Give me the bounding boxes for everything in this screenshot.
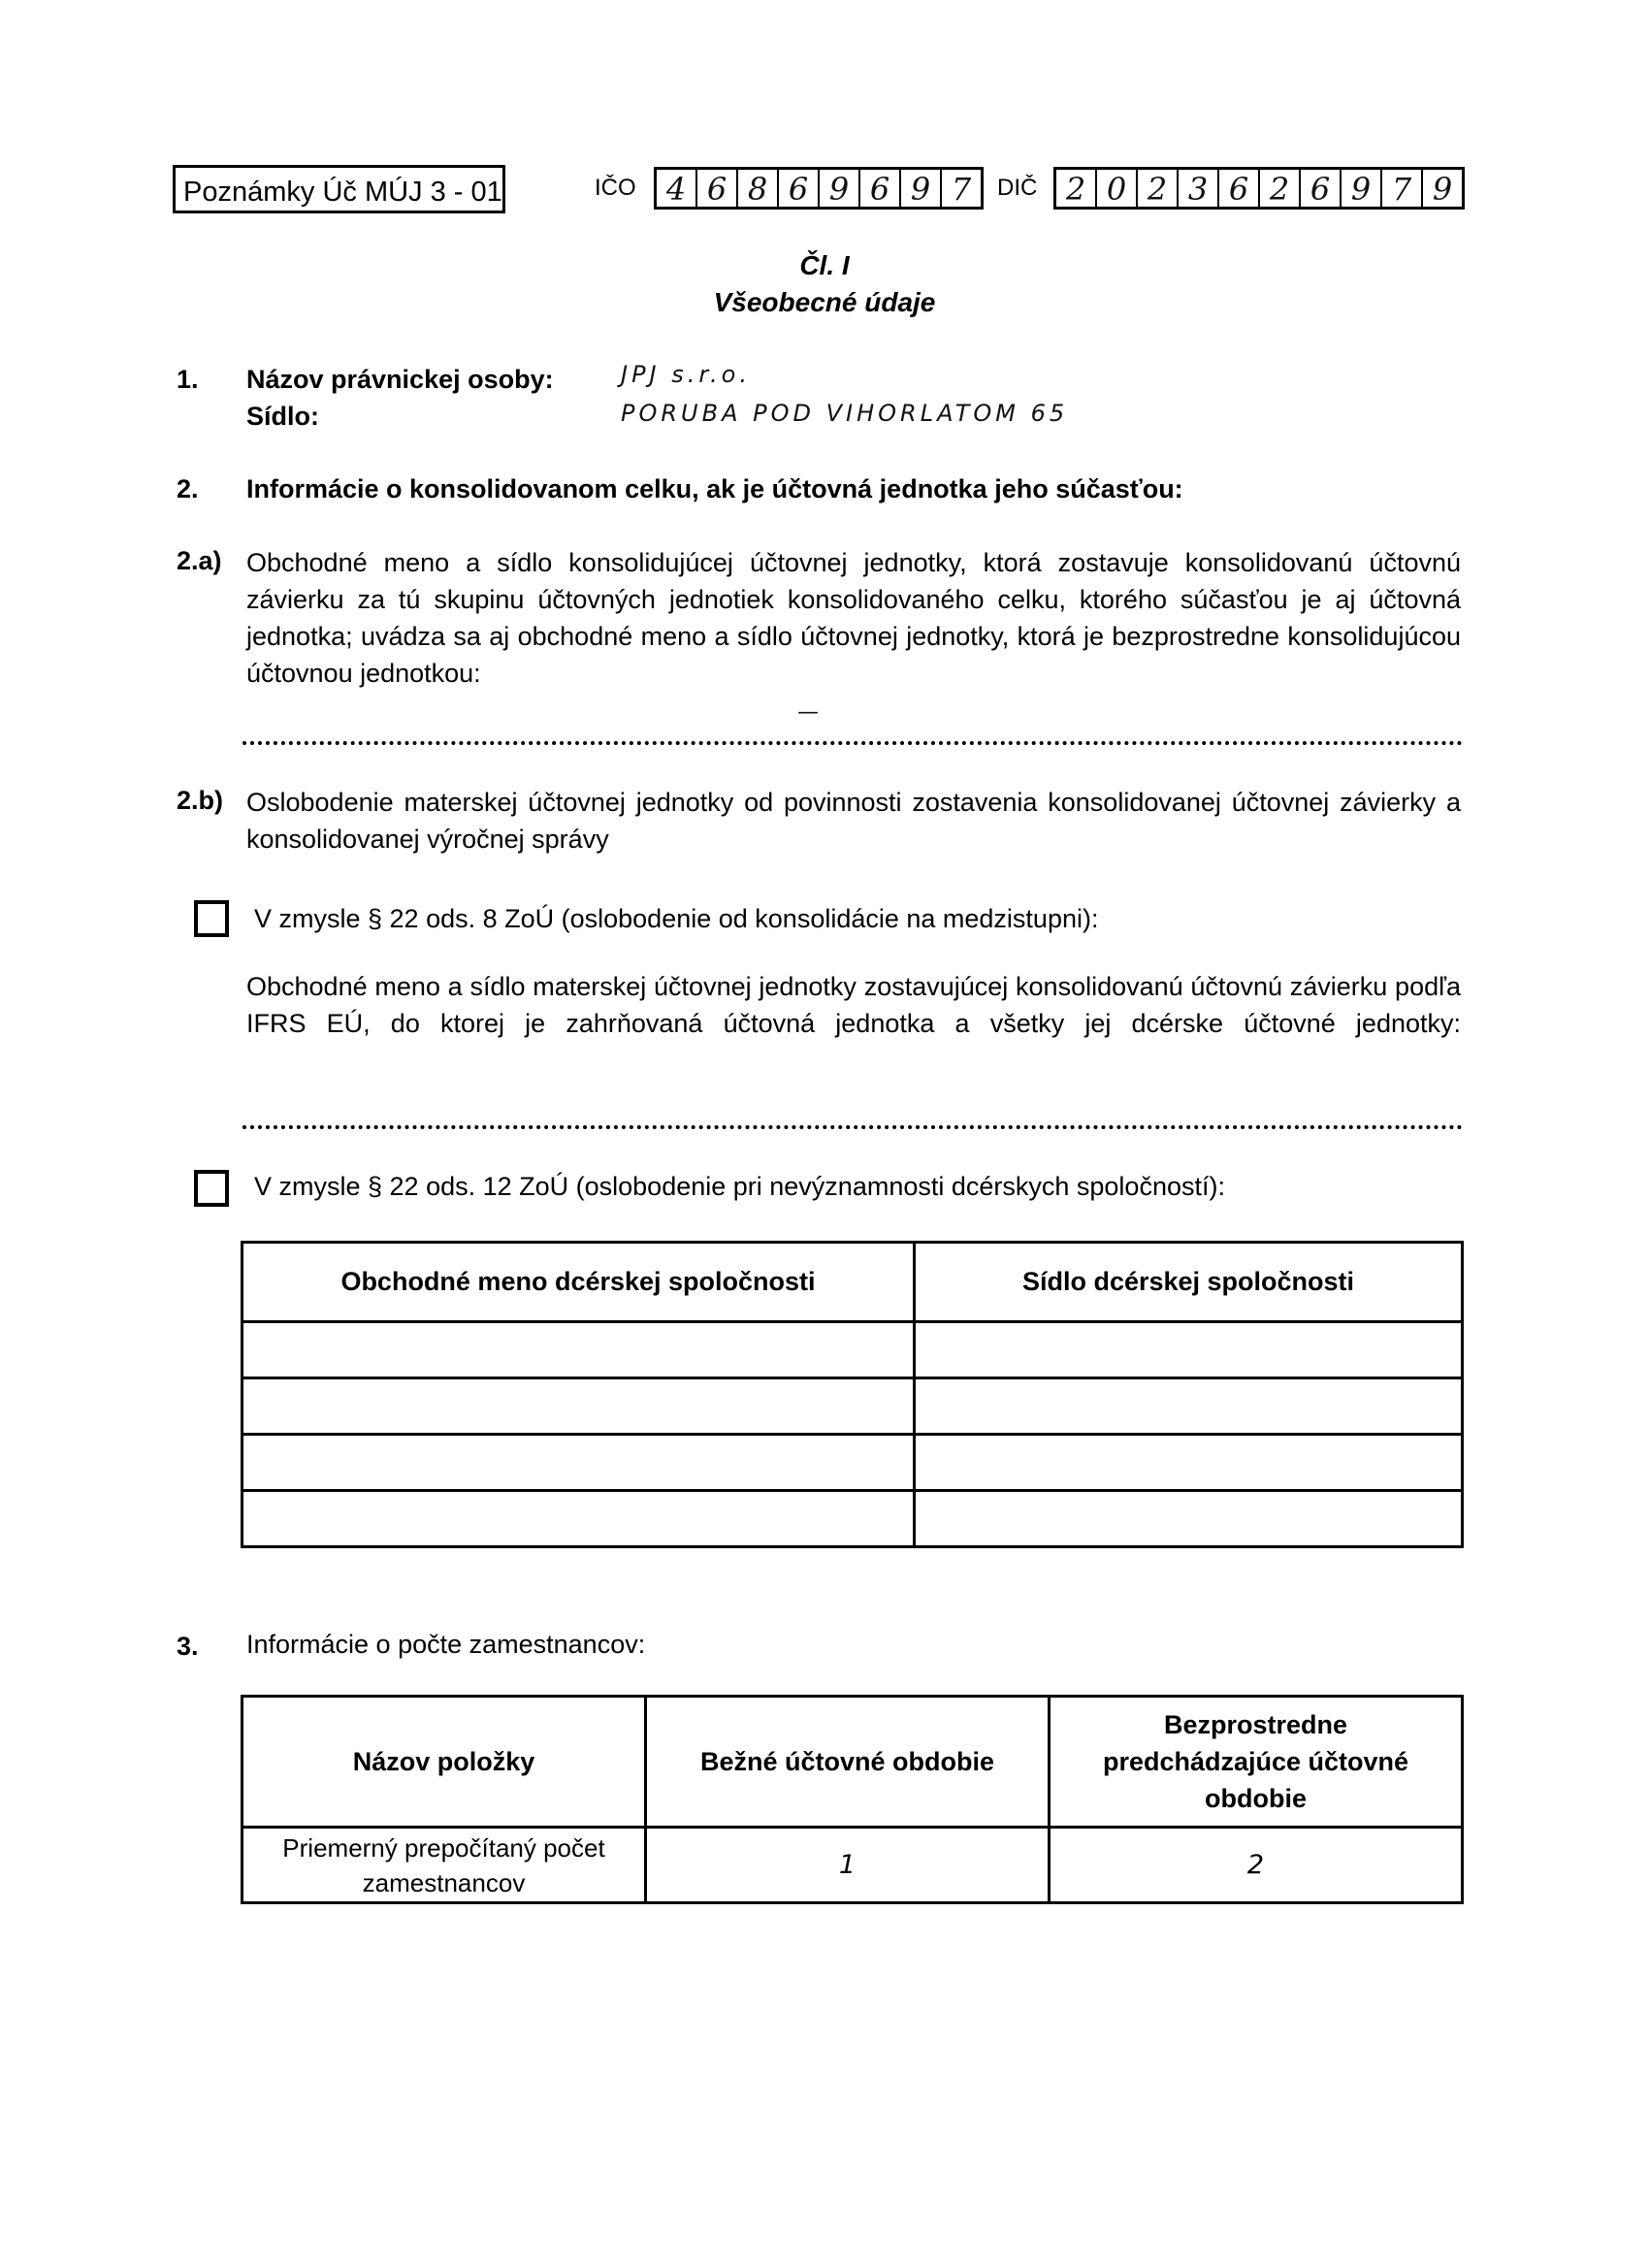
section-2a-text: Obchodné meno a sídlo konsolidujúcej účtovnej jednotky, ktorá zostavuje konsolidovanú účtovnú závierku za tú skupinu účtovných jednotiek konsolidovaného celku, ktorého súčasťou je aj účtovná jednotka; uvádza sa aj obchodné meno a sídlo účtovnej jednotky, ktorá je bezprostredne konsolidujúcou účtovnou jednotkou: — [246, 548, 1461, 688]
ico-digit[interactable]: 7 — [951, 171, 972, 208]
dic-field[interactable] — [1053, 167, 1465, 210]
subsidiary-seat-cell[interactable] — [915, 1378, 1463, 1435]
current-period-header: Bežné účtovné obdobie — [646, 1697, 1050, 1828]
seat-label: Sídlo: — [246, 402, 319, 431]
option-22-8-detail: Obchodné meno a sídlo materskej účtovnej jednotky zostavujúcej konsolidovanú účtovnú závierku podľa IFRS EÚ, do ktorej je zahrňovaná účtovná jednotka a všetky jej dcérske účtovné jednotky: — [246, 972, 1461, 1038]
ico-digit[interactable]: 4 — [657, 170, 697, 207]
dic-digit[interactable]: 2 — [1056, 170, 1097, 207]
section-2a-number: 2.a) — [177, 546, 222, 575]
subsidiary-name-cell[interactable] — [242, 1322, 915, 1378]
section-2-number: 2. — [177, 474, 199, 503]
dic-digit[interactable]: 0 — [1097, 170, 1138, 207]
subsidiary-seat-header: Sídlo dcérskej spoločnosti — [915, 1243, 1463, 1322]
employee-count-previous[interactable]: 2 — [1050, 1828, 1463, 1903]
company-name-value[interactable]: JPJ s.r.o. — [621, 361, 751, 388]
form-id-box: Poznámky Úč MÚJ 3 - 01 — [173, 165, 505, 213]
ico-digit[interactable]: 6 — [860, 170, 901, 207]
company-name-label: Názov právnickej osoby: — [246, 365, 554, 394]
section-2a-entry-line — [242, 741, 1463, 745]
subsidiaries-table — [241, 1241, 1464, 1548]
option-22-8-entry-line — [242, 1125, 1463, 1129]
item-name-header: Názov položky — [242, 1697, 646, 1828]
subsidiary-seat-cell[interactable] — [915, 1322, 1463, 1378]
dic-digit[interactable]: 6 — [1301, 170, 1342, 207]
ico-digit[interactable]: 9 — [820, 170, 860, 207]
subsidiary-name-cell[interactable] — [242, 1378, 915, 1435]
ico-digit[interactable]: 9 — [901, 170, 942, 207]
checkbox-22-8[interactable] — [194, 900, 229, 937]
section-1-number: 1. — [177, 365, 199, 394]
ico-digit[interactable]: 6 — [697, 170, 738, 207]
option-22-8-label: V zmysle § 22 ods. 8 ZoÚ (oslobodenie od konsolidácie na medzistupni): — [254, 904, 1099, 933]
section-2a-value[interactable]: — — [797, 700, 819, 725]
subsidiary-seat-cell[interactable] — [915, 1491, 1463, 1547]
previous-period-header: Bezprostredne predchádzajúce účtovné obdobie — [1050, 1697, 1463, 1828]
article-number: Čl. I — [799, 250, 850, 280]
dic-digit[interactable]: 6 — [1219, 170, 1260, 207]
ico-digit[interactable]: 6 — [779, 170, 820, 207]
dic-label: DIČ — [997, 175, 1038, 201]
dic-digit[interactable]: 9 — [1432, 171, 1453, 208]
employees-table — [241, 1695, 1464, 1904]
employee-count-label: Priemerný prepočítaný počet zamestnancov — [242, 1828, 646, 1903]
dic-digit[interactable]: 2 — [1260, 170, 1301, 207]
subsidiary-name-cell[interactable] — [242, 1491, 915, 1547]
dic-digit[interactable]: 3 — [1179, 170, 1219, 207]
dic-digit[interactable]: 2 — [1138, 170, 1179, 207]
dic-digit[interactable]: 7 — [1382, 170, 1423, 207]
option-22-12-label: V zmysle § 22 ods. 12 ZoÚ (oslobodenie pri nevýznamnosti dcérskych spoločností): — [254, 1172, 1225, 1201]
article-title: Všeobecné údaje — [713, 287, 936, 317]
ico-field[interactable] — [654, 167, 984, 210]
section-2b-text: Oslobodenie materskej účtovnej jednotky od povinnosti zostavenia konsolidovanej účtovnej závierky a konsolidovanej výročnej správy — [246, 788, 1461, 854]
section-2-title: Informácie o konsolidovanom celku, ak je účtovná jednotka jeho súčasťou: — [246, 474, 1183, 503]
subsidiary-seat-cell[interactable] — [915, 1435, 1463, 1491]
checkbox-22-12[interactable] — [194, 1170, 229, 1207]
dic-digit[interactable]: 9 — [1342, 170, 1382, 207]
subsidiary-name-header: Obchodné meno dcérskej spoločnosti — [242, 1243, 915, 1322]
ico-digit[interactable]: 8 — [738, 170, 779, 207]
section-2b-number: 2.b) — [177, 786, 224, 815]
subsidiary-name-cell[interactable] — [242, 1435, 915, 1491]
section-3-number: 3. — [177, 1632, 199, 1661]
section-3-title: Informácie o počte zamestnancov: — [246, 1630, 646, 1659]
employee-count-current[interactable]: 1 — [646, 1828, 1050, 1903]
seat-value[interactable]: PORUBA POD VIHORLATOM 65 — [621, 400, 1069, 427]
ico-label: IČO — [595, 175, 636, 201]
